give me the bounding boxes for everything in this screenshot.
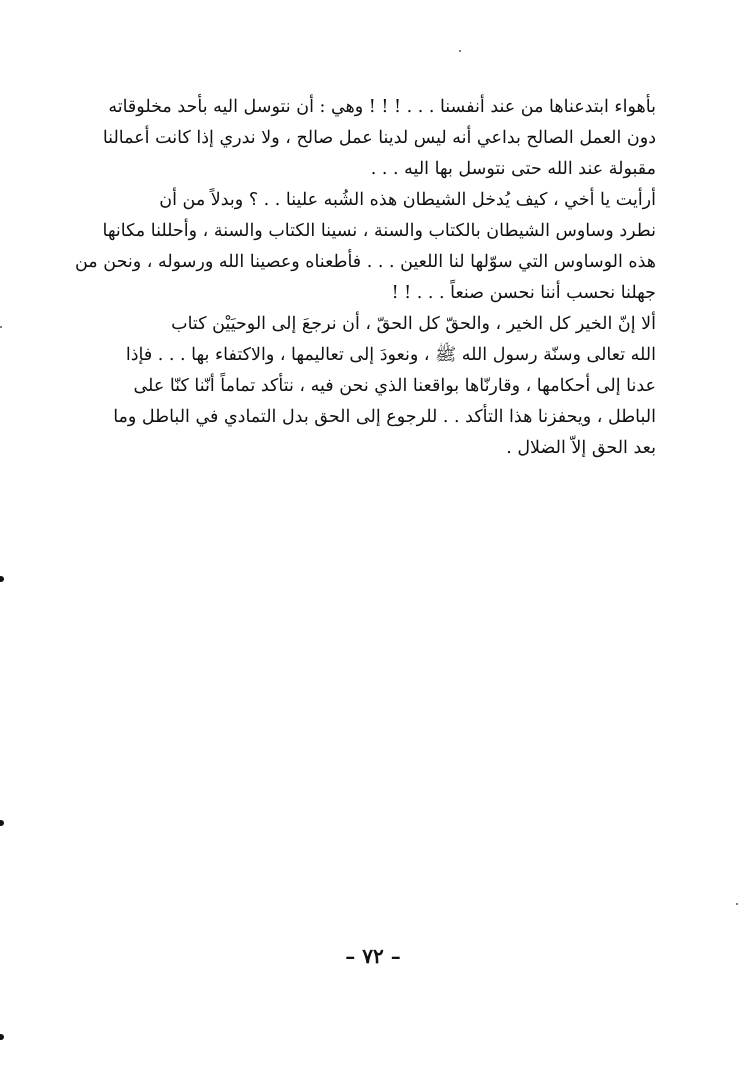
text-line: ألا إنّ الخير كل الخير ، والحقّ كل الحقّ ، أن نرجعَ إلى الوحيَيْن كتاب (171, 314, 656, 334)
paragraph-3 (64, 309, 656, 464)
text-line: هذه الوساوس التي سوّلها لنا اللعين . . . فأطعناه وعصينا الله ورسوله ، ونحن من (74, 252, 656, 272)
page-number: – ٧٢ – (345, 944, 401, 968)
paragraph-2 (64, 185, 656, 309)
text-line: بعد الحق إلاّ الضلال . (506, 438, 656, 458)
text-line: أرأيت يا أخي ، كيف يُدخل الشيطان هذه الشُبه علينا . . ؟ وبدلاً من أن (159, 190, 656, 210)
paragraph-1 (64, 92, 656, 185)
text-line: جهلنا نحسب أننا نحسن صنعاً . . . ! ! (391, 283, 656, 303)
text-line: مقبولة عند الله حتى نتوسل بها اليه . . . (370, 159, 656, 179)
scan-mark (0, 1034, 4, 1040)
text-line: عدنا إلى أحكامها ، وقارنّاها بواقعنا الذي نحن فيه ، نتأكد تماماً أنّنا كنّا على (133, 376, 656, 396)
scan-speck (0, 326, 2, 328)
text-line: بأهواء ابتدعناها من عند أنفسنا . . . ! ! ! وهي : أن نتوسل اليه بأحد مخلوقاته (108, 97, 656, 117)
text-line: الباطل ، ويحفزنا هذا التأكد . . للرجوع إلى الحق بدل التمادي في الباطل وما (113, 407, 656, 427)
scan-speck (459, 50, 461, 52)
scan-mark (0, 820, 4, 826)
scan-speck (736, 903, 738, 905)
text-line: نطرد وساوس الشيطان بالكتاب والسنة ، نسينا الكتاب والسنة ، وأحللنا مكانها (102, 221, 656, 241)
text-line: الله تعالى وسنّة رسول الله ﷺ ، ونعودَ إلى تعاليمها ، والاكتفاء بها . . . فإذا (125, 345, 656, 365)
text-line: دون العمل الصالح بداعي أنه ليس لدينا عمل صالح ، ولا ندري إذا كانت أعمالنا (102, 128, 656, 148)
body-text (64, 92, 656, 464)
scan-mark (0, 576, 4, 582)
